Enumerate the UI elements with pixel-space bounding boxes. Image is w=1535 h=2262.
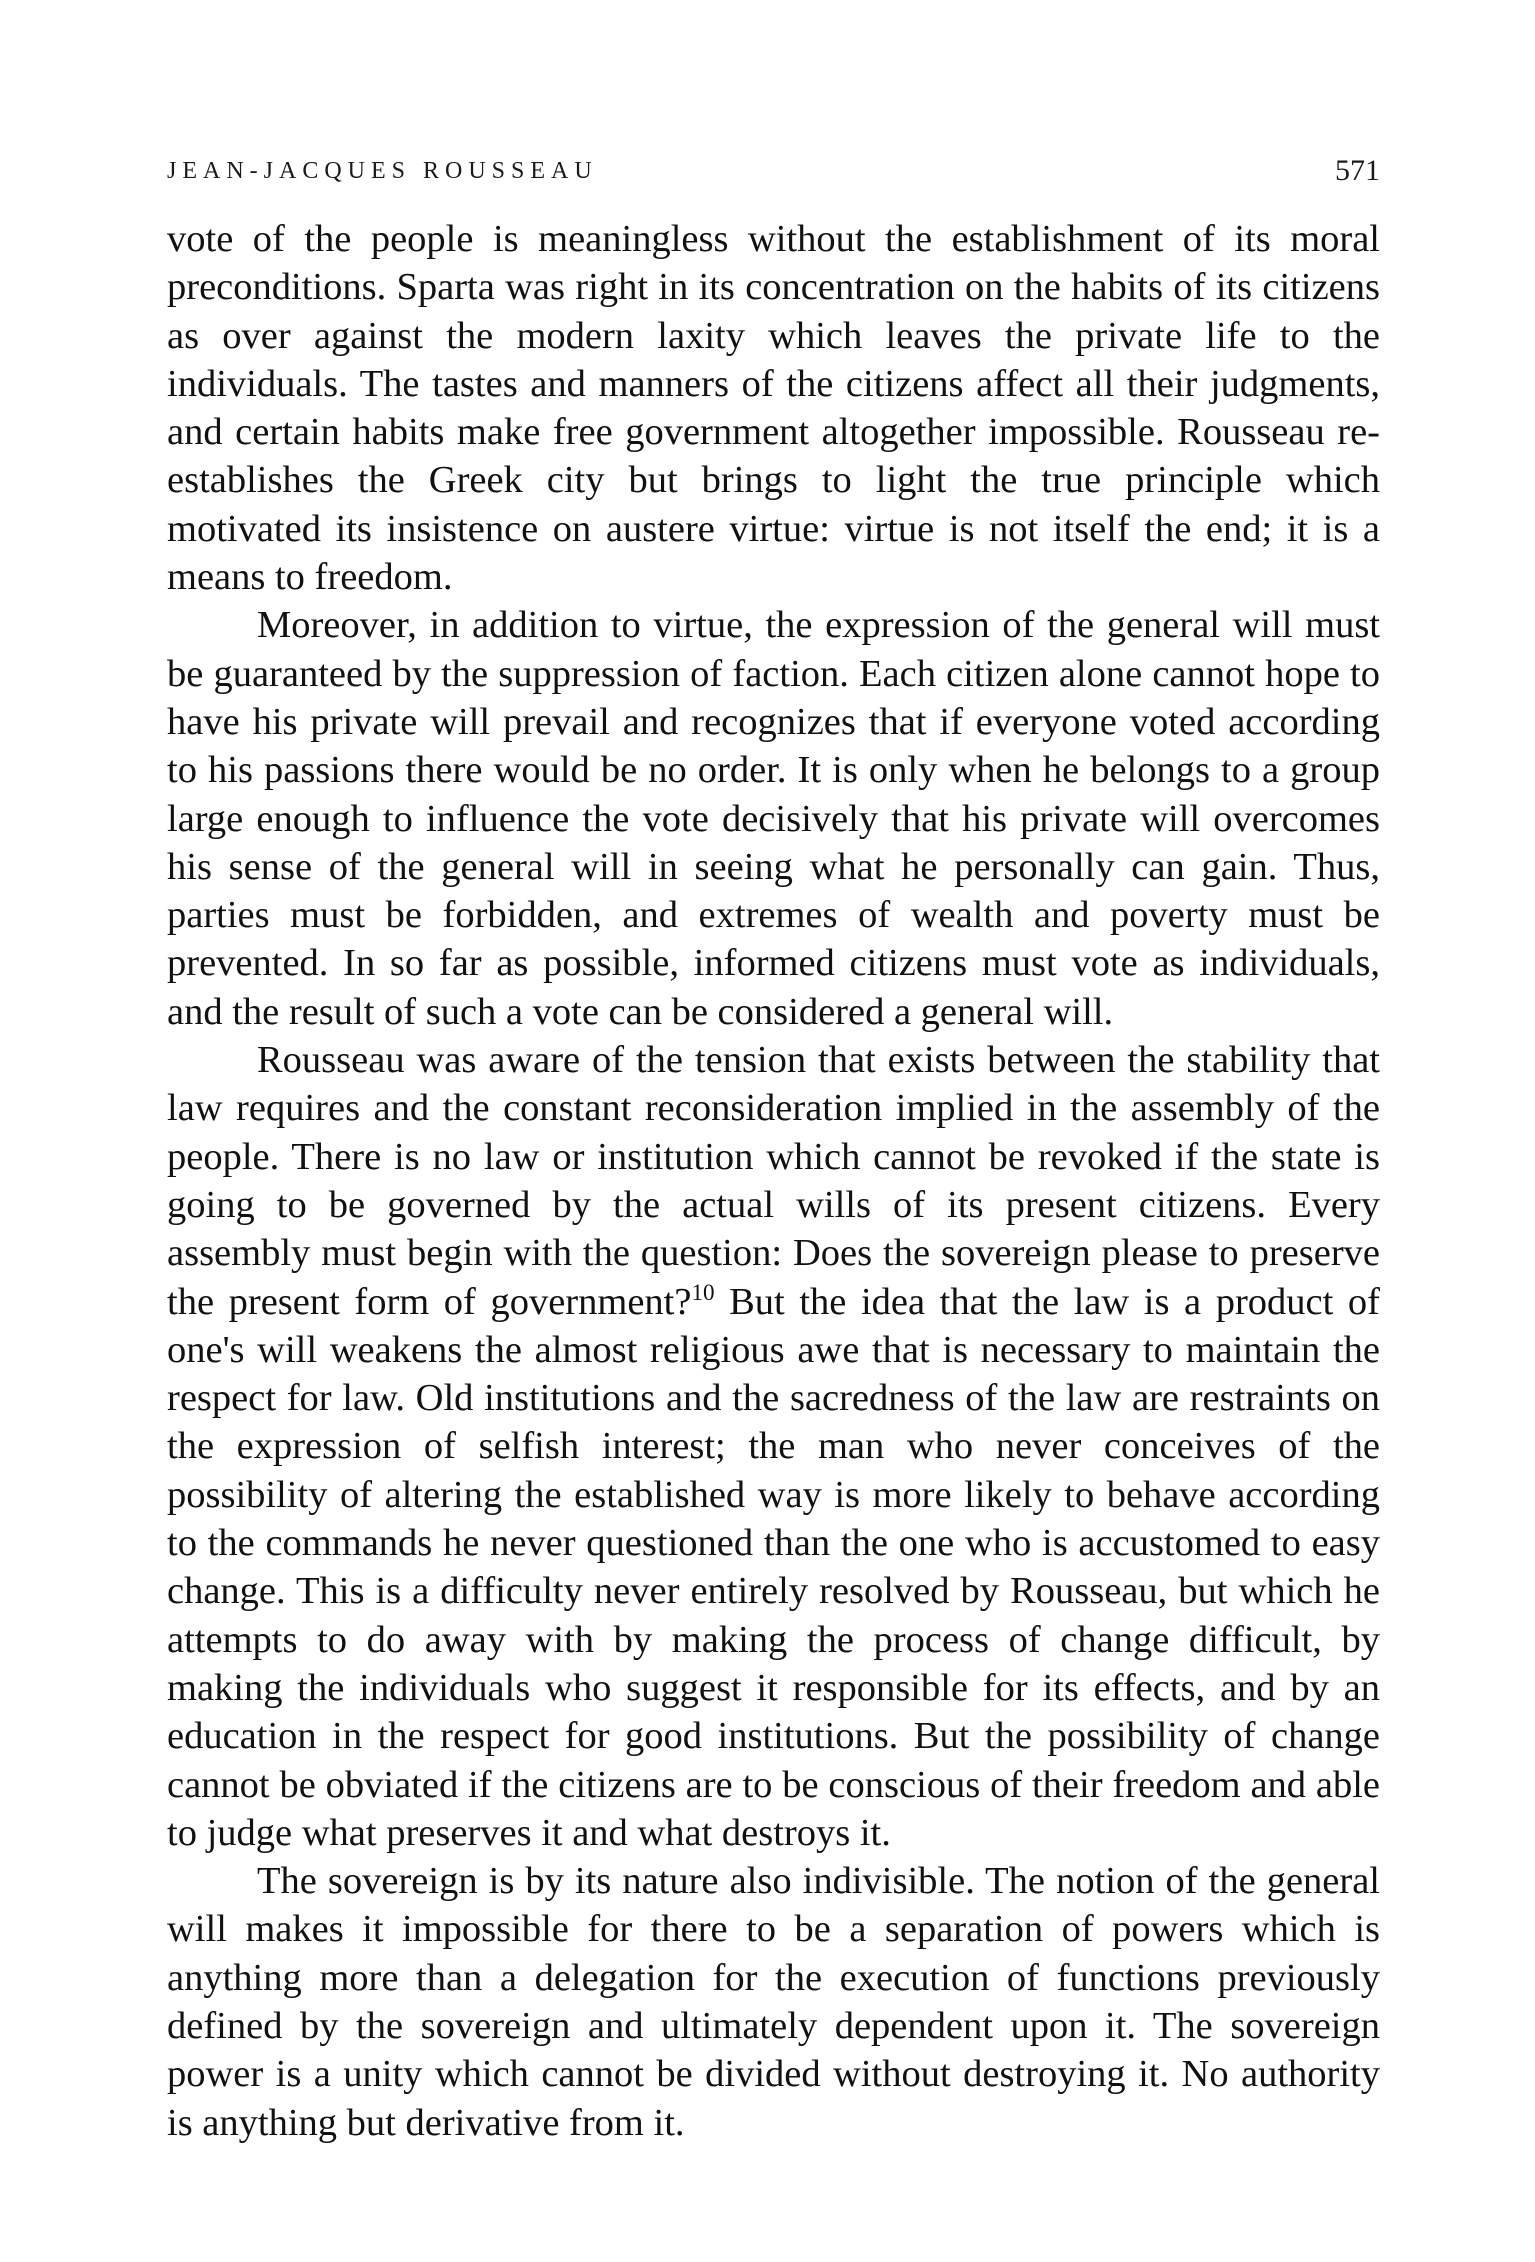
paragraph-1: vote of the people is meaningless without the establishment of its moral preconditions. Sparta was right in its concentration on the habits of its citizens as over against the modern laxity which leaves the private life to the individuals. The tastes and manners of the citizens affect all their judgments, and certain habits make free government altogether impossible. Rousseau re-establishes the Greek city but brings to light the true principle which motivated its insistence on austere virtue: virtue is not itself the end; it is a means to freedom.: [167, 218, 1380, 599]
paragraph-2: Moreover, in addition to virtue, the expression of the general will must be guaranteed by the suppression of faction. Each citizen alone cannot hope to have his private will prevail and recognizes that if everyone voted according to his passions there would be no order. It is only when he belongs to a group large enough to influence the vote decisively that his private will overcomes his sense of the general will in seeing what he personally can gain. Thus, parties must be forbidden, and extremes of wealth and poverty must be prevented. In so far as possible, informed citizens must vote as individuals, and the result of such a vote can be considered a general will.: [167, 604, 1380, 1033]
paragraph-3-text-after-note: But the idea that the law is a product of one's will weakens the almost religious awe that is necessary to maintain the respect for law. Old institutions and the sacredness of the law are restraints on the expression of selfish interest; the man who never conceives of the possibility of altering the established way is more likely to behave according to the commands he never questioned than the one who is accustomed to easy change. This is a difficulty never entirely resolved by Rousseau, but which he attempts to do away with by making the process of change difficult, by making the individuals who suggest it responsible for its effects, and by an education in the respect for good institutions. But the possibility of change cannot be obviated if the citizens are to be conscious of their freedom and able to judge what preserves it and what destroys it.: [167, 1280, 1380, 1854]
running-title: JEAN-JACQUES ROUSSEAU: [167, 158, 598, 184]
paragraph-4: The sovereign is by its nature also indivisible. The notion of the general will makes it impossible for there to be a separation of powers which is anything more than a delegation for the execution of functions previously defined by the sovereign and ultimately dependent upon it. The sovereign power is a unity which cannot be divided without destroying it. No authority is anything but derivative from it.: [167, 1860, 1380, 2144]
page-number: 571: [1335, 154, 1380, 187]
running-head: [167, 150, 1380, 190]
body-text: [167, 215, 1380, 2147]
footnote-reference: 10: [691, 1278, 715, 1305]
paragraph-3-text-before-note: Rousseau was aware of the tension that exists between the stability that law requires and the constant reconsideration implied in the assembly of the people. There is no law or institution which cannot be revoked if the state is going to be governed by the actual wills of its present citizens. Every assembly must begin with the question: Does the sovereign please to preserve the present form of government?: [167, 1039, 1380, 1323]
paragraph-3: [167, 1036, 1380, 1857]
